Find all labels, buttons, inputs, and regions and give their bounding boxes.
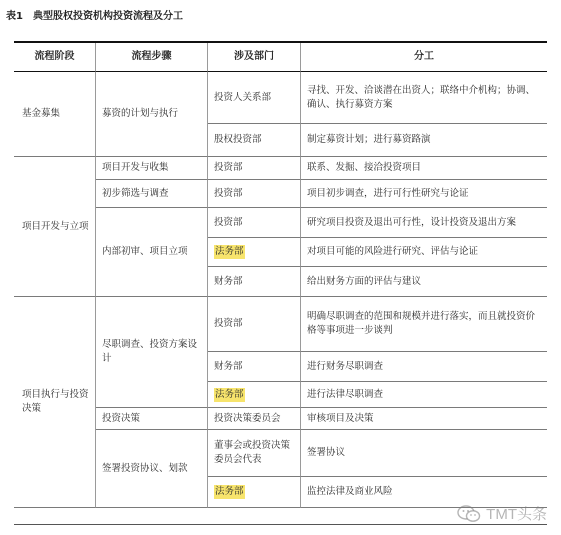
header-step: 流程步骤 bbox=[96, 43, 208, 72]
task-label: 明确尽职调查的范围和规模并进行落实，而且就投资价格等事项进一步谈判 bbox=[307, 311, 536, 336]
dept-cell bbox=[208, 124, 301, 157]
dept-label: 财务部 bbox=[214, 275, 243, 287]
watermark-text: TMT头条 bbox=[486, 506, 547, 523]
dept-cell bbox=[208, 267, 301, 297]
step-label: 募资的计划与执行 bbox=[102, 108, 179, 119]
dept-cell bbox=[208, 408, 301, 430]
dept-cell bbox=[208, 297, 301, 352]
process-table bbox=[14, 41, 547, 525]
step-cell bbox=[96, 408, 208, 430]
task-label: 进行财务尽职调查 bbox=[307, 360, 384, 372]
step-label: 签署投资协议、划款 bbox=[102, 462, 188, 474]
task-label: 签署协议 bbox=[307, 447, 346, 458]
stage-label: 基金募集 bbox=[22, 108, 61, 119]
caption-title: 典型股权投资机构投资流程及分工 bbox=[32, 11, 183, 22]
step-cell bbox=[96, 157, 208, 180]
task-label: 给出财务方面的评估与建议 bbox=[307, 275, 422, 287]
step-cell bbox=[96, 208, 208, 297]
dept-label: 投资部 bbox=[214, 216, 243, 228]
watermark bbox=[457, 503, 547, 524]
stage-label: 项目执行与投资决策 bbox=[22, 389, 89, 414]
task-cell bbox=[301, 297, 547, 352]
table-caption bbox=[6, 7, 183, 22]
step-label: 项目开发与收集 bbox=[102, 162, 169, 173]
task-cell bbox=[301, 238, 547, 267]
task-label: 项目初步调查，进行可行性研究与论证 bbox=[307, 187, 469, 199]
dept-label-highlighted: 法务部 bbox=[215, 388, 244, 400]
dept-cell bbox=[208, 430, 301, 477]
stage-cell bbox=[14, 72, 96, 157]
task-label: 监控法律及商业风险 bbox=[307, 486, 393, 497]
task-cell bbox=[301, 124, 547, 157]
header-task: 分工 bbox=[301, 43, 547, 72]
dept-label: 董事会或投资决策委员会代表 bbox=[214, 440, 291, 465]
dept-label-highlighted: 法务部 bbox=[215, 246, 244, 257]
dept-label: 投资人关系部 bbox=[214, 91, 272, 103]
task-cell bbox=[301, 430, 547, 477]
dept-cell bbox=[208, 382, 301, 408]
dept-label: 股权投资部 bbox=[214, 134, 262, 145]
stage-cell bbox=[14, 297, 96, 508]
dept-cell bbox=[208, 157, 301, 180]
task-cell bbox=[301, 352, 547, 382]
step-cell bbox=[96, 72, 208, 157]
header-dept: 涉及部门 bbox=[208, 43, 301, 72]
dept-cell bbox=[208, 352, 301, 382]
step-label: 尽职调查、投资方案设计 bbox=[102, 339, 198, 364]
step-cell bbox=[96, 430, 208, 508]
task-cell bbox=[301, 72, 547, 124]
task-label: 联系、发掘、接洽投资项目 bbox=[307, 162, 422, 173]
stage-cell bbox=[14, 157, 96, 297]
dept-label: 财务部 bbox=[214, 360, 243, 372]
header-stage: 流程阶段 bbox=[14, 43, 96, 72]
dept-label: 投资部 bbox=[214, 187, 243, 199]
task-cell bbox=[301, 180, 547, 208]
dept-cell bbox=[208, 72, 301, 124]
stage-label: 项目开发与立项 bbox=[22, 220, 89, 232]
task-cell bbox=[301, 157, 547, 180]
task-label: 进行法律尽职调查 bbox=[307, 388, 384, 400]
dept-cell bbox=[208, 477, 301, 508]
task-label: 寻找、开发、洽谈潜在出资人；联络中介机构；协调、确认、执行募资方案 bbox=[307, 84, 536, 110]
step-label: 投资决策 bbox=[102, 412, 141, 424]
dept-label-highlighted: 法务部 bbox=[215, 486, 244, 497]
task-label: 审核项目及决策 bbox=[307, 412, 374, 424]
step-label: 内部初审、项目立项 bbox=[102, 246, 188, 257]
dept-label: 投资决策委员会 bbox=[214, 412, 281, 424]
dept-label: 投资部 bbox=[214, 162, 243, 173]
task-label: 制定募资计划；进行募资路演 bbox=[307, 134, 431, 145]
task-cell bbox=[301, 208, 547, 238]
caption-number: 表1 bbox=[6, 11, 23, 22]
wechat-icon bbox=[457, 505, 481, 523]
task-cell bbox=[301, 382, 547, 408]
dept-label: 投资部 bbox=[214, 318, 243, 329]
task-label: 研究项目投资及退出可行性，设计投资及退出方案 bbox=[307, 216, 517, 228]
dept-cell bbox=[208, 238, 301, 267]
step-cell bbox=[96, 180, 208, 208]
dept-cell bbox=[208, 208, 301, 238]
task-cell bbox=[301, 408, 547, 430]
step-cell bbox=[96, 297, 208, 408]
task-label: 对项目可能的风险进行研究、评估与论证 bbox=[307, 246, 479, 257]
step-label: 初步筛选与调查 bbox=[102, 187, 169, 199]
task-cell bbox=[301, 267, 547, 297]
dept-cell bbox=[208, 180, 301, 208]
